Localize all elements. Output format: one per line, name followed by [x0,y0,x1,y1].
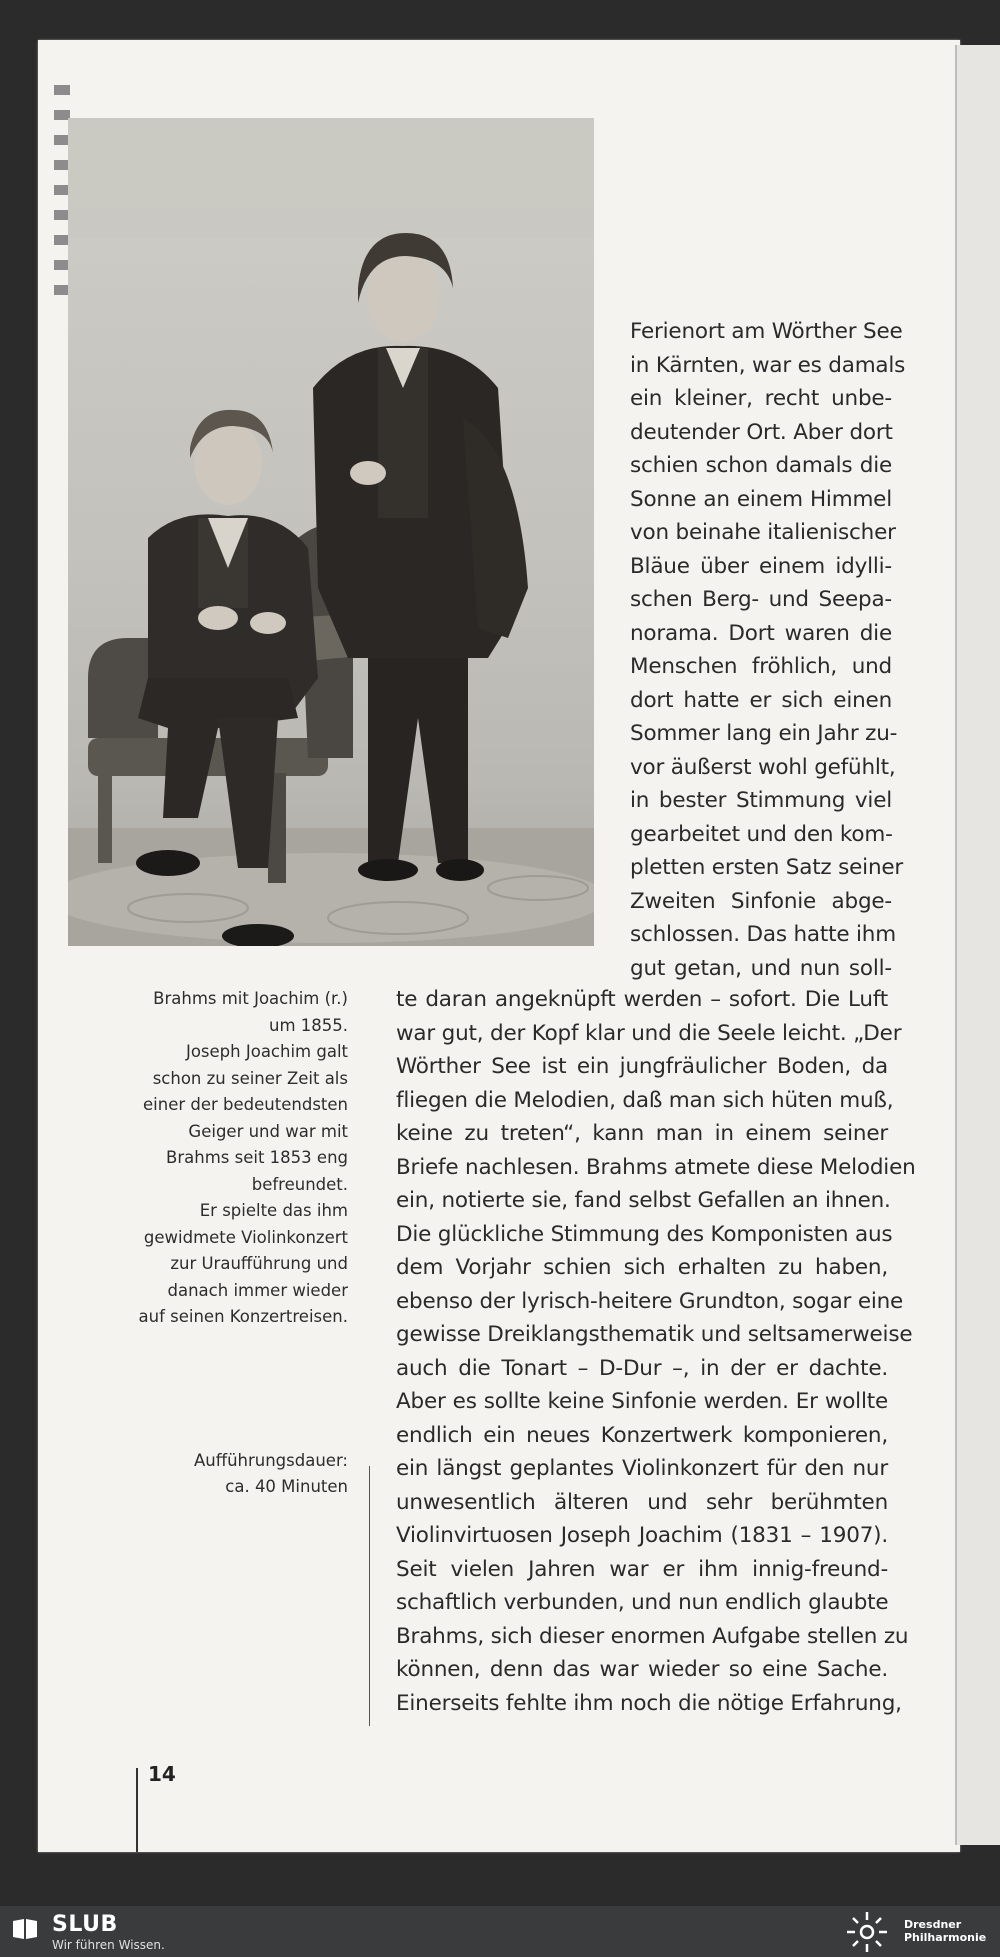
caption-line: Brahms mit Joachim (r.) [153,989,348,1008]
text-line: war gut, der Kopf klar und die Seele leicht. „Der [396,1020,902,1046]
next-page-edge [955,45,1000,1845]
text-line: te daran angeknüpft werden – sofort. Die Luft [396,987,888,1012]
standing-figure [313,233,528,881]
text-line: Zweiten Sinfonie abge- [630,888,892,914]
text-line: schlossen. Das hatte ihm [630,922,896,947]
text-line: endlich ein neues Konzertwerk komponieren, [396,1422,888,1448]
text-line: gearbeitet und den kom- [630,821,893,847]
text-line: Die glückliche Stimmung des Komponisten aus [396,1221,893,1247]
text-line: dem Vorjahr schien sich erhalten zu haben, [396,1255,888,1280]
caption-line: gewidmete Violinkonzert [143,1227,348,1247]
text-line: gewisse Dreiklangsthematik und seltsamerweise [396,1322,913,1347]
caption-line: um 1855. [268,1015,348,1035]
philharmonie-logo-text[interactable] [904,1918,986,1944]
caption-line: auf seinen Konzertreisen. [138,1307,348,1326]
viewer-footer [0,1906,1000,1957]
text-line: gut getan, und nun soll- [630,955,892,981]
text-line: schien schon damals die [630,453,892,478]
text-line: ein kleiner, recht unbe- [630,386,892,411]
caption-line: Geiger und war mit [188,1121,348,1141]
text-line: Einerseits fehlte ihm noch die nötige Erfahrung, [396,1690,902,1716]
text-line: ein, notierte sie, fand selbst Gefallen an ihnen. [396,1188,891,1213]
text-line: ebenso der lyrisch-heitere Grundton, sogar eine [396,1288,904,1314]
text-line: Briefe nachlesen. Brahms atmete diese Melodien [396,1154,916,1180]
performance-duration [150,1448,348,1500]
caption-line: einer der bedeutendsten [143,1095,348,1114]
philharmonie-logo-icon [842,1910,892,1954]
text-line: vor äußerst wohl gefühlt, [630,754,896,780]
duration-label: Aufführungsdauer: [193,1451,348,1470]
article-text-top [630,315,906,985]
text-line: Wörther See ist ein jungfräulicher Boden, da [396,1054,888,1079]
column-divider [369,1466,370,1726]
slub-logo-text[interactable]: SLUB [52,1912,118,1937]
text-line: Ferienort am Wörther See [630,319,903,344]
caption-line: Er spielte das ihm [199,1201,348,1220]
caption-line: schon zu seiner Zeit als [152,1068,348,1088]
text-line: Bläue über einem idylli- [630,553,892,579]
text-line: Sonne an einem Himmel [630,486,892,512]
photo-illustration [68,118,594,946]
caption-line: Brahms seit 1853 eng [166,1148,348,1167]
text-line: deutender Ort. Aber dort [630,419,893,445]
text-line: ein längst geplantes Violinkonzert für den nur [396,1456,888,1481]
text-line: in Kärnten, war es damals [630,352,906,378]
page-number: 14 [148,1762,176,1786]
historical-photo [68,118,594,946]
caption-line: Joseph Joachim galt [185,1042,348,1061]
text-line: schen Berg- und Seepa- [630,587,892,612]
photo-caption [118,986,348,1331]
caption-line: danach immer wieder [167,1280,348,1300]
text-line: Brahms, sich dieser enormen Aufgabe stellen zu [396,1623,909,1649]
text-line: unwesentlich älteren und sehr berühmten [396,1489,888,1515]
text-line: dort hatte er sich einen [630,687,892,713]
text-line: fliegen die Melodien, daß man sich hüten muß, [396,1087,894,1113]
caption-line: zur Uraufführung und [170,1254,348,1273]
text-line: können, denn das war wieder so eine Sache. [396,1657,888,1682]
phil-line-2: Philharmonie [904,1931,987,1944]
text-line: Aber es sollte keine Sinfonie werden. Er wollte [396,1389,888,1414]
text-line: norama. Dort waren die [630,620,892,646]
text-line: in bester Stimmung viel [630,788,892,813]
duration-value: ca. 40 Minuten [225,1477,348,1496]
text-line: Menschen fröhlich, und [630,654,892,679]
text-line: pletten ersten Satz seiner [630,855,904,880]
page-number-rule [136,1768,138,1852]
text-line: schaftlich verbunden, und nun endlich glaubte [396,1590,889,1615]
text-line: Seit vielen Jahren war er ihm innig-freund- [396,1556,888,1582]
text-line: Violinvirtuosen Joseph Joachim (1831 – 1907). [396,1523,888,1548]
article-text-main [396,983,916,1720]
phil-line-1: Dresdner [904,1918,962,1931]
caption-line: befreundet. [251,1174,348,1194]
slub-tagline: Wir führen Wissen. [52,1938,165,1952]
text-line: Sommer lang ein Jahr zu- [630,721,898,746]
slub-book-icon [12,1918,38,1940]
text-line: auch die Tonart – D-Dur –, in der er dachte. [396,1355,888,1381]
text-line: von beinahe italienischer [630,520,896,545]
text-line: keine zu treten“, kann man in einem seiner [396,1121,888,1146]
